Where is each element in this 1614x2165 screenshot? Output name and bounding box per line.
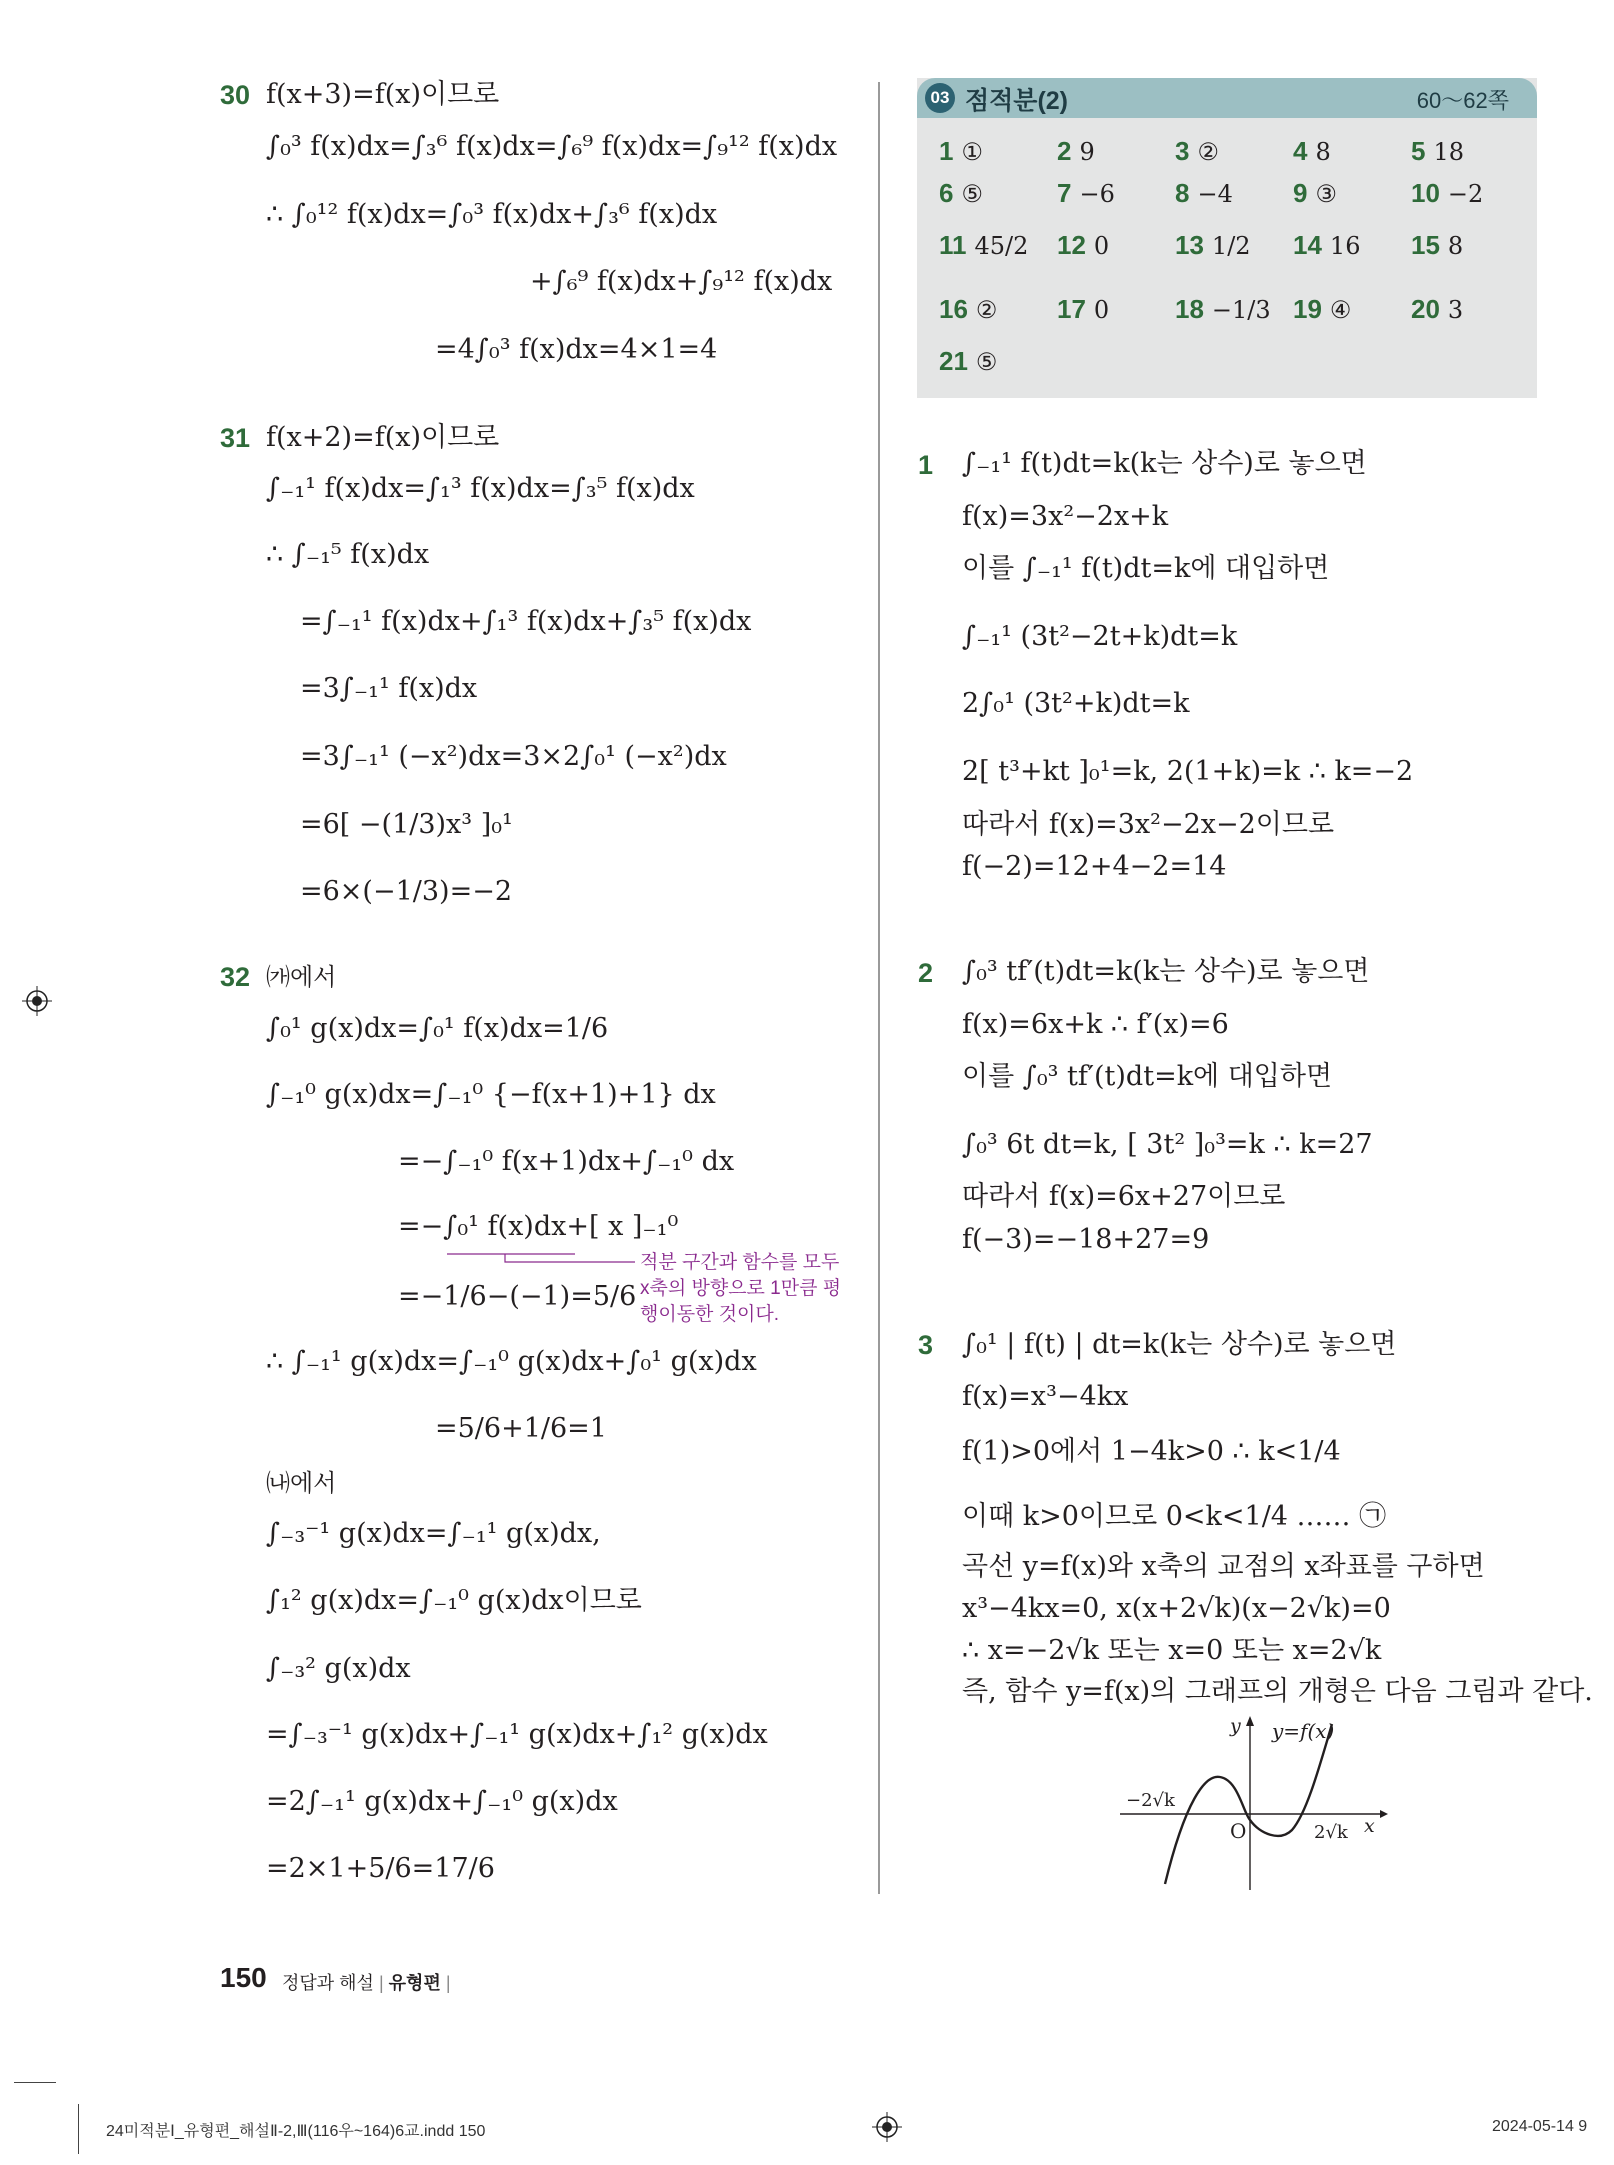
answer-number: 7 [1057,178,1072,208]
answer-value: 9 [1079,138,1095,166]
answer-number: 13 [1175,230,1204,260]
date-slug: 2024-05-14 9 [1492,2118,1588,2135]
problem-32-number: 32 [220,962,251,992]
s2-line: ∫₀³ tf′(t)dt=k(k는 상수)로 놓으면 [962,956,1370,987]
answer-value: ⑤ [961,180,983,208]
answer-box [917,78,1537,398]
problem-30-number: 30 [220,80,251,110]
answer-number: 6 [939,178,954,208]
p30-line: ∴ ∫₀¹² f(x)dx=∫₀³ f(x)dx+∫₃⁶ f(x)dx [266,199,718,230]
s3-line: 곡선 y=f(x)와 x축의 교점의 x좌표를 구하면 [962,1551,1485,1582]
column-divider [878,82,880,1894]
answer-value: 16 [1329,232,1361,260]
answer-box-header [917,78,1537,118]
answer-item [1411,294,1463,325]
answer-value: −6 [1079,180,1115,208]
p32-line: =−∫₀¹ f(x)dx+[ x ]₋₁⁰ [398,1211,679,1242]
p30-line: f(x+3)=f(x)이므로 [266,79,500,110]
curve-label: y=f(x) [1272,1719,1335,1743]
p31-line: =3∫₋₁¹ f(x)dx [300,673,478,704]
p31-line: f(x+2)=f(x)이므로 [266,422,500,453]
solution-1-number: 1 [918,450,934,480]
answer-item [1175,294,1271,325]
s1-line: 따라서 f(x)=3x²−2x−2이므로 [962,809,1335,840]
p32-line: ㈏에서 [266,1469,337,1497]
answer-number: 12 [1057,230,1086,260]
answer-item [1293,230,1360,261]
footer-separator: | [445,1973,451,1993]
p30-line: =4∫₀³ f(x)dx=4×1=4 [435,334,718,365]
p31-line: ∫₋₁¹ f(x)dx=∫₁³ f(x)dx=∫₃⁵ f(x)dx [266,473,695,504]
p32-line: =−1/6−(−1)=5/6 [398,1281,637,1312]
answer-number: 11 [939,230,967,260]
registration-mark-left [22,986,52,1016]
p32-line: =5/6+1/6=1 [435,1413,607,1444]
p32-line: =2×1+5/6=17/6 [266,1853,495,1884]
s2-line: 따라서 f(x)=6x+27이므로 [962,1181,1286,1212]
p31-line: =3∫₋₁¹ (−x²)dx=3×2∫₀¹ (−x²)dx [300,741,727,772]
answer-item [1411,230,1463,261]
p32-line: ∫₋₃² g(x)dx [266,1653,411,1684]
footer-text: 정답과 해설 [282,1973,374,1993]
neg-root-label: −2√k [1126,1790,1175,1811]
footer-separator: | [378,1973,384,1993]
p31-line: =∫₋₁¹ f(x)dx+∫₁³ f(x)dx+∫₃⁵ f(x)dx [300,606,752,637]
answer-value: 18 [1433,138,1465,166]
answer-item [1411,178,1483,209]
answer-number: 1 [939,136,954,166]
answer-item [939,230,1028,261]
s1-line: 이를 ∫₋₁¹ f(t)dt=k에 대입하면 [962,553,1330,584]
answer-number: 8 [1175,178,1190,208]
p31-line: =6[ −(1/3)x³ ]₀¹ [300,809,513,840]
s3-line: 이때 k>0이므로 0<k<1/4 …… ㉠ [962,1501,1387,1532]
p32-line: ∫₋₃⁻¹ g(x)dx=∫₋₁¹ g(x)dx, [266,1518,601,1549]
y-axis-label: y [1230,1715,1241,1737]
p32-line: =∫₋₃⁻¹ g(x)dx+∫₋₁¹ g(x)dx+∫₁² g(x)dx [266,1719,768,1750]
page-number: 150 [220,1962,267,1993]
answer-number: 3 [1175,136,1190,166]
answer-item [939,178,983,209]
answer-item [1057,230,1109,261]
answer-value: ② [975,296,998,324]
pos-root-label: 2√k [1314,1822,1348,1843]
answer-value: 1/2 [1211,232,1251,260]
crop-line [78,2104,79,2154]
answer-value: 8 [1315,138,1331,166]
answer-item [1057,136,1095,167]
s2-line: 이를 ∫₀³ tf′(t)dt=k에 대입하면 [962,1061,1333,1092]
answer-item [1175,178,1233,209]
answer-value: 0 [1093,232,1110,260]
answer-item [1293,136,1331,167]
answer-value: ④ [1329,296,1352,324]
s2-line: f(x)=6x+k ∴ f′(x)=6 [962,1009,1229,1040]
s3-line: x³−4kx=0, x(x+2√k)(x−2√k)=0 [962,1593,1391,1624]
answer-item [1293,294,1351,325]
answer-item [1057,178,1115,209]
answer-value: 0 [1093,296,1110,324]
answer-value: 45/2 [974,232,1029,260]
file-slug: 24미적분Ⅰ_유형편_해설Ⅱ-2,Ⅲ(116우~164)6교.indd 150 [106,2123,486,2140]
answer-value: −2 [1447,180,1484,208]
answer-number: 4 [1293,136,1308,166]
annotation-line: 적분 구간과 함수를 모두 [640,1252,840,1273]
p32-line: ∴ ∫₋₁¹ g(x)dx=∫₋₁⁰ g(x)dx+∫₀¹ g(x)dx [266,1346,757,1377]
answer-value: ⑤ [975,348,998,376]
s1-line: f(−2)=12+4−2=14 [962,851,1227,882]
s1-line: 2∫₀¹ (3t²+k)dt=k [962,688,1190,719]
origin-label: O [1230,1819,1247,1843]
answer-item [939,346,997,377]
x-axis-label: x [1364,1815,1375,1837]
answer-item [1175,136,1219,167]
section-pages: 60～62쪽 [1416,88,1509,113]
footer-label [282,1969,451,1995]
section-title: 점적분(2) [965,87,1069,115]
problem-31-number: 31 [220,423,251,453]
answer-number: 15 [1411,230,1440,260]
answer-value: −4 [1197,180,1233,208]
annotation-line: 행이동한 것이다. [640,1304,780,1325]
answer-number: 9 [1293,178,1308,208]
s3-line: f(x)=x³−4kx [962,1381,1129,1412]
cubic-graph [1110,1712,1390,1892]
answer-number: 2 [1057,136,1072,166]
s3-line: ∴ x=−2√k 또는 x=0 또는 x=2√k [962,1635,1382,1666]
p31-line: =6×(−1/3)=−2 [300,876,512,907]
solution-2-number: 2 [918,958,934,988]
answer-value: ① [961,138,983,166]
s2-line: ∫₀³ 6t dt=k, [ 3t² ]₀³=k ∴ k=27 [962,1129,1373,1160]
answer-number: 14 [1293,230,1322,260]
answer-value: ③ [1315,180,1337,208]
p31-line: ∴ ∫₋₁⁵ f(x)dx [266,539,430,570]
p32-line: ㈎에서 [266,963,337,991]
answer-item [939,136,983,167]
s3-line: 즉, 함수 y=f(x)의 그래프의 개형은 다음 그림과 같다. [962,1676,1593,1707]
s1-line: 2[ t³+kt ]₀¹=k, 2(1+k)=k ∴ k=−2 [962,756,1414,787]
answer-item [1411,136,1464,167]
s1-line: f(x)=3x²−2x+k [962,501,1169,532]
annotation-line: x축의 방향으로 1만큼 평 [640,1278,842,1299]
section-badge: 03 [925,83,955,113]
s2-line: f(−3)=−18+27=9 [962,1224,1210,1255]
answer-item [1175,230,1251,261]
annotation-connector [445,1248,640,1268]
p30-line: +∫₆⁹ f(x)dx+∫₉¹² f(x)dx [530,266,833,297]
answer-item [1293,178,1337,209]
p32-line: =−∫₋₁⁰ f(x+1)dx+∫₋₁⁰ dx [398,1146,735,1177]
p32-line: ∫₁² g(x)dx=∫₋₁⁰ g(x)dx이므로 [266,1585,642,1616]
answer-number: 18 [1175,294,1204,324]
s1-line: ∫₋₁¹ f(t)dt=k(k는 상수)로 놓으면 [962,448,1367,479]
footer-bold-text: 유형편 [388,1973,441,1993]
s1-line: ∫₋₁¹ (3t²−2t+k)dt=k [962,621,1238,652]
annotation-note [640,1250,841,1328]
answer-item [939,294,997,325]
registration-mark-bottom [872,2112,902,2142]
crop-line [14,2082,56,2083]
answer-number: 21 [939,346,968,376]
s3-line: ∫₀¹ | f(t) | dt=k(k는 상수)로 놓으면 [962,1329,1397,1360]
answer-number: 16 [939,294,968,324]
answer-value: 3 [1447,296,1464,324]
answer-value: 8 [1447,232,1464,260]
p32-line: ∫₀¹ g(x)dx=∫₀¹ f(x)dx=1/6 [266,1013,609,1044]
solution-3-number: 3 [918,1330,934,1360]
p32-line: =2∫₋₁¹ g(x)dx+∫₋₁⁰ g(x)dx [266,1786,618,1817]
answer-value: ② [1197,138,1219,166]
p30-line: ∫₀³ f(x)dx=∫₃⁶ f(x)dx=∫₆⁹ f(x)dx=∫₉¹² f(x)dx [266,131,838,162]
answer-number: 5 [1411,136,1426,166]
answer-value: −1/3 [1211,296,1271,324]
answer-number: 17 [1057,294,1086,324]
answer-number: 20 [1411,294,1440,324]
p32-line: ∫₋₁⁰ g(x)dx=∫₋₁⁰ {−f(x+1)+1} dx [266,1079,716,1110]
answer-item [1057,294,1109,325]
answer-number: 10 [1411,178,1440,208]
answer-number: 19 [1293,294,1322,324]
s3-line: f(1)>0에서 1−4k>0 ∴ k<1/4 [962,1436,1341,1467]
